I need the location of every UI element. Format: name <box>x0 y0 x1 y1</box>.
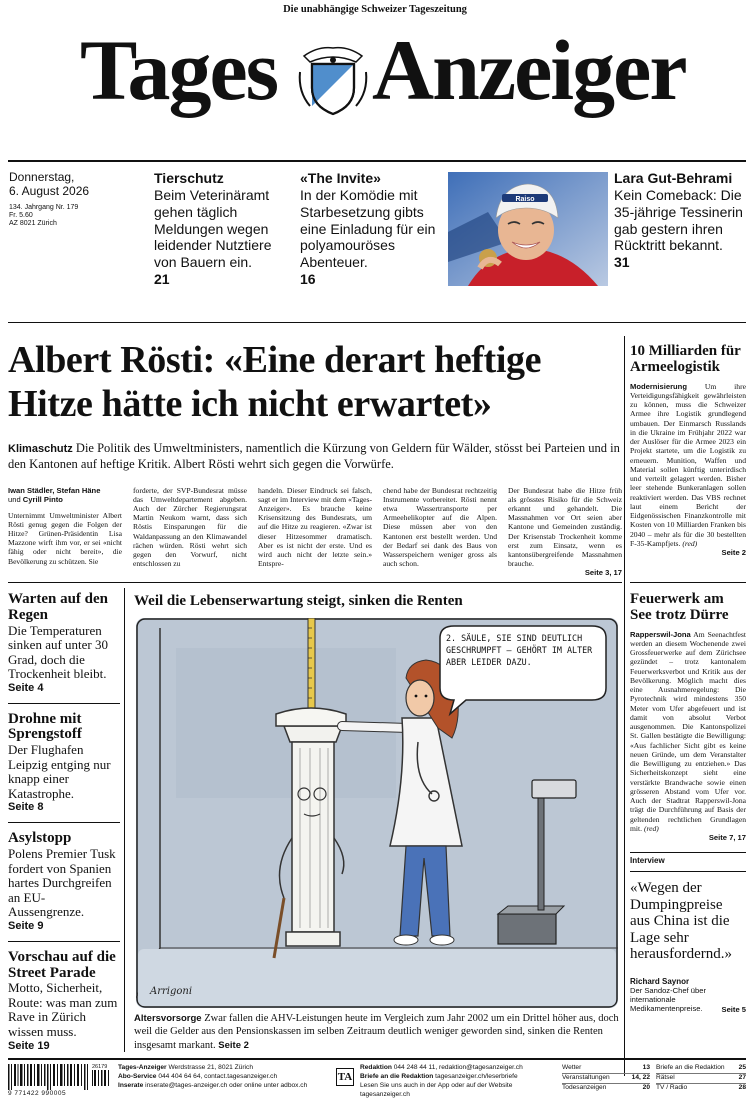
interview-rule <box>630 852 746 853</box>
teaser-rule <box>8 322 746 323</box>
footer-contacts <box>118 1064 318 1091</box>
edition-az: AZ 8021 Zürich <box>9 220 57 227</box>
lead-headline[interactable]: Albert Rösti: «Eine derart heftige Hitze hätte ich nicht erwartet» <box>8 339 542 425</box>
lead-col-5: Der Bundesrat habe die Hitze früh als grösstes Risiko für die Schweiz erkannt und gehandelt. Die Massnahmen vor Ort seien aber Kantone und Gemeinden zuständig. Der Krisenstab Trockenheit komme erst zum Einsatz, wenn es kantonsübergreifende Massnahmen brauche. <box>508 486 622 568</box>
cartoon-page[interactable]: Seite 2 <box>218 1039 249 1051</box>
index-row[interactable]: Briefe an die Redaktion 25 <box>656 1064 746 1074</box>
cartoon-caption <box>134 1012 620 1052</box>
sidebar-left-text: Motto, Sicherheit, Route: was man zum Rave in Zürich wissen muss. <box>8 980 118 1039</box>
sidebar-left-page: Seite 4 <box>8 681 44 694</box>
interview-quote: «Wegen der Dumpingpreise aus China ist die Lage sehr herausfordernd.» <box>630 880 733 962</box>
sidebar-left-headline: Drohne mit Sprengstoff <box>8 710 82 743</box>
masthead-name-left: Tages <box>80 22 278 118</box>
sidebar-left-page: Seite 8 <box>8 801 44 814</box>
lead-col-2: forderte, der SVP-Bundesrat müsse das Umweltdepartement abgeben. Auch der Zürcher Regierungsrat Martin Neukom warnt, dass sich Röstis Einsparungen für die Waldanpassung an den Klimawandel rächen würden. Rösti wehrt sich gegen den Vorwurf, nicht entschlossen zu <box>133 486 247 568</box>
index-row[interactable]: Veranstaltungen 14, 22 <box>562 1074 650 1084</box>
cartoon-image[interactable] <box>136 618 618 1008</box>
lead-col-4: chend habe der Bundesrat rechtzeitig Instrumente vorbereitet. Rösti nennt etwa Wassertransporte per Armeehelikopter auf die Alpen. Diese müssen aber von den Kantonen erst bestellt werden. Und der Bedarf sei dank des Baus von Wasserspeichern weniger gross als auch schon. <box>383 486 497 568</box>
sidebar-left-item-4[interactable] <box>8 950 120 1052</box>
teaser-page: 31 <box>614 254 630 271</box>
footer-l1: Werdstrasse 21, 8021 Zürich <box>168 1064 253 1071</box>
lead-dek-text: Die Politik des Umweltministers, namentlich die Kürzung von Geldern für Wälder, stösst bei Parteien und in den Kantonen auf heftige Kritik. Albert Rösti wehrt sich gegen die Vorwürfe. <box>8 441 620 471</box>
lead-bottom-rule <box>8 582 622 583</box>
teaser-page: 21 <box>154 270 170 287</box>
cartoon-speech: 2. SÄULE, SIE SIND DEUTLICH GESCHRUMPFT – GEHÖRT IM ALTER ABER LEIDER DAZU. <box>446 633 593 668</box>
index-row[interactable]: TV / Radio 28 <box>656 1083 746 1091</box>
teaser-text: Beim Veterinäramt gehen täglich Meldungen wegen leidender Nutztiere von Bauern ein. <box>154 187 272 271</box>
edition-issue: 134. Jahrgang Nr. 179 <box>9 204 79 211</box>
masthead-name-right: Anzeiger <box>372 22 686 118</box>
sidebar-armee-kicker: Modernisierung <box>630 381 687 391</box>
index-row[interactable]: Wetter 13 <box>562 1064 650 1074</box>
footer-m3: Lesen Sie uns auch in der App oder auf der Website tagesanzeiger.ch <box>360 1081 513 1098</box>
footer-logo-icon: TA <box>336 1068 354 1086</box>
teaser-2[interactable] <box>300 170 440 287</box>
edition-weekday: Donnerstag, <box>9 170 75 184</box>
lead-col-1: Unternimmt Umweltminister Albert Rösti genug gegen die Folgen der Hitze? Grünen-Präsidentin Lisa Mazzone wirft ihm vor, er sei «nicht fähig oder nicht bereit», die Bevölkerung zu schützen. Sie <box>8 510 122 566</box>
sidebar-left-headline: Asylstopp <box>8 830 72 847</box>
sidebar-left-text: Die Temperaturen sinken auf unter 30 Grad, doch die Trockenheit bleibt. <box>8 622 109 682</box>
teaser-photo[interactable] <box>448 172 608 286</box>
footer-m2[interactable]: tagesanzeiger.ch/leserbriefe <box>435 1072 518 1080</box>
lead-kicker: Klimaschutz <box>8 443 73 455</box>
footer-l3-label: Inserate <box>118 1081 144 1089</box>
footer-m2-label: Briefe an die Redaktion <box>360 1072 434 1080</box>
sidebar-feuerwerk-headline: Feuerwerk am See trotz Dürre <box>630 591 729 623</box>
lead-authors: Iwan Städler, Stefan Häne <box>8 486 101 495</box>
left-column-rule <box>124 588 125 1052</box>
teaser-text: In der Komödie mit Starbesetzung gibts eine Einladung für ein polyamouröses Abenteuer. <box>300 187 436 271</box>
teaser-page: 16 <box>300 270 316 287</box>
teaser-text: Kein Comeback: Die 35-jährige Tessinerin gab gestern ihren Rücktritt bekannt. <box>614 187 743 254</box>
lead-authors-and: und <box>8 495 21 505</box>
barcode-number: 9 771422 990005 <box>8 1090 67 1097</box>
sidebar-feuerwerk-body: Am Seenachtfest werden an diesem Wochenende zwei Grossfeuerwerke auf dem Zürichsee gezündet – trotz kantonalem Feuerwerksverbot und Kritik aus der Bevölkerung. Möglich macht dies eine Ausnahmeregelung: Die Pyrotechnik wird mindestens 350 Meter vom Ufer abgefeuert und ist damit von absolut Verbot ausgenommen. Die Kantonspolizei St. Gallen bestätigte die Bewilligung: «Aus fachlicher Sicht gibt es keine neuen Gründe, um dem Veranstalter die Bewilligung zu entziehen.» Das Sicherheitskonzept sieht eine verstärkte Brandwache sowie einen grösseren Abstand vom Ufer vor. Auch der Stadtrat Rapperswil-Jona trägt die Durchführung auf Basis der geltenden rechtlichen Grundlagen mit. <box>630 629 746 833</box>
sidebar-armee[interactable] <box>630 344 746 557</box>
interview-role: Der Sandoz-Chef über internationale Medikamentenpreise. <box>630 985 706 1014</box>
sidebar-feuerwerk[interactable] <box>630 592 746 842</box>
sidebar-armee-body: Um ihre Verteidigungsfähigkeit gewährleisten zu können, muss die Schweizer Armee ihre Logistik grundlegend umbauen. Der Einmarsch Russlands in die Ukraine im Frühjahr 2022 war der Auslöser für die Armee 2023 ein Projekt startete, um die Logistik zu erneuern. Munition, Waffen und Material sollen künftig unterirdisch und verteilt gelagert werden. Bisher leer stehende Bunkeranlagen sollen reaktiviert werden. Das VBS rechnet laut einem Bericht der Eidgenössischen Finanzkontrolle mit Kosten von 10 Milliarden Franken bis 2040 – mehr als für die 30 bestellten F-35-Kampfjets. <box>630 381 746 548</box>
sidebar-left-divider <box>8 822 120 823</box>
coat-of-arms-icon <box>296 42 370 118</box>
cartoon-headline: Weil die Lebenserwartung steigt, sinken die Renten <box>134 593 463 609</box>
index-row[interactable]: Todesanzeigen 20 <box>562 1083 650 1091</box>
barcode <box>8 1064 112 1098</box>
cartoon-signature: Arrigoni <box>150 986 193 997</box>
teaser-kicker: Tierschutz <box>154 170 224 186</box>
sidebar-left-text: Der Flughafen Leipzig entging nur knapp einer Katastrophe. <box>8 742 111 801</box>
sidebar-left <box>8 592 120 1052</box>
teaser-3[interactable] <box>614 170 746 270</box>
sidebar-left-item-3[interactable] <box>8 831 120 931</box>
masthead-tagline: Die unabhängige Schweizer Tageszeitung <box>283 4 467 15</box>
sidebar-armee-author: (red) <box>682 538 698 548</box>
cartoon-caption-text: Zwar fallen die AHV-Leistungen heute im Vergleich zum Jahr 2002 um ein Drittel höher aus, doch weil die Gelder aus den Pensionskassen im selben Zeitraum deutlich weniger geworden sind, sinken die Renten insgesamt markant. <box>134 1013 619 1051</box>
index-row[interactable]: Rätsel 27 <box>656 1074 746 1084</box>
interview-page: Seite 5 <box>721 1004 746 1014</box>
sidebar-left-item-2[interactable] <box>8 712 120 814</box>
edition-info <box>9 170 139 227</box>
masthead-rule <box>8 160 746 162</box>
interview-name: Richard Saynor <box>630 976 690 986</box>
lead-col-3: handeln. Dieser Eindruck sei falsch, sagt er im Interview mit dem «Tages-Anzeiger». Es brauche keine Krisensitzung des Bundesrats, um auf die Hitze zu reagieren. «Zwar ist dieser Hitzesommer dramatisch. Aber es ist nicht der erste. Und es wird auch nicht der letzte sein.» Entspre- <box>258 486 372 568</box>
sidebar-armee-headline: 10 Milliarden für Armeelogistik <box>630 343 741 375</box>
right-column-rule <box>624 336 625 1076</box>
sidebar-left-headline: Vorschau auf die Street Parade <box>8 948 116 981</box>
footer-m1[interactable]: 044 248 44 11, redaktion@tagesanzeiger.ch <box>393 1064 523 1071</box>
lead-authors-2: Cyrill Pinto <box>22 495 63 505</box>
sidebar-left-item-1[interactable] <box>8 592 120 694</box>
footer-l2[interactable]: 044 404 64 64, contact.tagesanzeiger.ch <box>158 1072 278 1080</box>
sidebar-left-headline: Warten auf den Regen <box>8 591 109 623</box>
sidebar-left-divider <box>8 941 120 942</box>
sidebar-left-page: Seite 9 <box>8 919 44 932</box>
sidebar-left-page: Seite 19 <box>8 1039 50 1052</box>
edition-price: Fr. 5.60 <box>9 212 33 219</box>
footer-m1-label: Redaktion <box>360 1064 392 1071</box>
footer-l1-label: Tages-Anzeiger <box>118 1064 167 1071</box>
footer-l3[interactable]: inserate@tages-anzeiger.ch oder online unter adbox.ch <box>145 1081 308 1089</box>
sidebar-feuerwerk-page[interactable]: Seite 7, 17 <box>708 833 746 842</box>
barcode-issue: 26179 <box>92 1064 108 1070</box>
sidebar-feuerwerk-author: (red) <box>643 823 659 833</box>
sidebar-armee-page[interactable]: Seite 2 <box>721 548 746 557</box>
footer-l2-label: Abo-Service <box>118 1072 157 1080</box>
masthead <box>0 20 750 130</box>
sidebar-feuerwerk-kicker: Rapperswil-Jona <box>630 629 691 639</box>
lead-pages[interactable]: Seite 3, 17 <box>584 567 622 577</box>
lead-dek <box>8 441 620 472</box>
photo-cap-brand: Raiso <box>515 196 535 203</box>
footer-redaktion <box>360 1064 560 1100</box>
interview-box[interactable] <box>630 856 746 1014</box>
teaser-kicker: Lara Gut-Behrami <box>614 170 733 186</box>
teaser-1[interactable] <box>154 170 282 287</box>
sidebar-left-text: Polens Premier Tusk fordert von Spanien hartes Durchgreifen an EU-Aussengrenze. <box>8 846 116 920</box>
interview-label: Interview <box>630 856 665 865</box>
right-sidebar-rule <box>630 582 746 583</box>
teaser-kicker: «The Invite» <box>300 170 381 186</box>
edition-date: 6. August 2026 <box>9 184 90 198</box>
cartoon-kicker: Altersvorsorge <box>134 1013 202 1024</box>
footer-rule <box>8 1058 746 1060</box>
sidebar-left-divider <box>8 703 120 704</box>
